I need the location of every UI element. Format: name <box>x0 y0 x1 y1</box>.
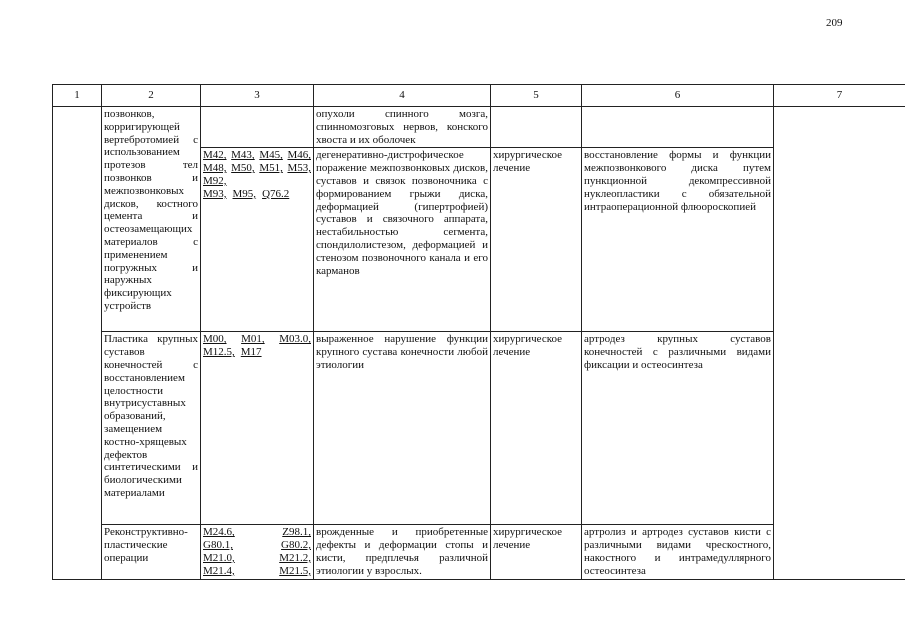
icd-code: M43, <box>231 149 255 162</box>
icd-code: M17 <box>240 346 262 359</box>
icd-code: M95, <box>232 187 257 200</box>
treatment-cell: хирургическое лечение <box>491 525 582 579</box>
diagnosis-cell: дегенеративно-дистрофическое поражение межпозвонковых дисков, суставов и связок позвоночника с формированием грыжи диска, деформацией (гипертрофией) суставов и связочного аппарата, нестабильностью сегмента, спондилолистезом, деформацией и стенозом позвоночного канала и его карманов <box>314 148 491 332</box>
icd-code: M24.6, <box>203 526 235 539</box>
icd-code: M03.0, <box>279 333 311 346</box>
codes-cell <box>201 148 314 332</box>
icd-code: G80.1, <box>203 539 233 552</box>
icd-code: Q76.2 <box>262 187 290 200</box>
icd-code: M21.0, <box>203 551 235 564</box>
diagnosis-cell: опухоли спинного мозга, спинномозговых нервов, конского хвоста и их оболочек <box>314 107 491 148</box>
icd-code: G80.2, <box>281 539 311 552</box>
treatment-cell: хирургическое лечение <box>491 148 582 332</box>
description-cell: артролиз и артродез суставов кисти с различными видами чрескостного, накостного и интрамедуллярного остеосинтеза <box>582 525 774 579</box>
column-header: 1 <box>53 85 102 107</box>
icd-code: M50, <box>231 162 255 175</box>
col7-cell <box>774 107 905 580</box>
icd-code: Z98.1, <box>282 526 311 539</box>
column-header: 3 <box>201 85 314 107</box>
description-cell: восстановление формы и функции межпозвонкового диска путем пункционной декомпрессивной нуклеопластики с обязательной интраоперационной флюороскопией <box>582 148 774 332</box>
icd-code: M92, <box>203 174 227 187</box>
method-cell: Реконструктивно-пластические операции <box>102 525 201 579</box>
icd-code: M00, <box>203 333 227 346</box>
icd-code: M46, <box>287 149 311 162</box>
description-cell <box>582 107 774 148</box>
icd-code: M53, <box>287 162 311 175</box>
codes-cell <box>201 107 314 148</box>
column-header: 6 <box>582 85 774 107</box>
page-number: 209 <box>826 17 843 29</box>
icd-code: M01, <box>241 333 265 346</box>
icd-code: M12.5, <box>203 346 235 359</box>
diagnosis-cell: выраженное нарушение функции крупного сустава конечности любой этиологии <box>314 332 491 525</box>
codes-cell <box>201 525 314 579</box>
column-header: 5 <box>491 85 582 107</box>
column-header: 7 <box>774 85 905 107</box>
diagnosis-cell: врожденные и приобретенные дефекты и деформации стопы и кисти, предплечья различной этиологии у взрослых. <box>314 525 491 579</box>
icd-code: M51, <box>259 162 283 175</box>
icd-code: M21.4, <box>203 564 235 577</box>
icd-code: M42, <box>203 149 227 162</box>
method-cell: позвонков, корригирующей вертебротомией с использованием протезов тел позвонков и межпозвонковых дисков, костного цемента и остеозамещающих материалов с применением погружных и наружных фиксирующих устройств <box>102 107 201 332</box>
icd-code: M21.5, <box>279 564 311 577</box>
treatment-cell: хирургическое лечение <box>491 332 582 525</box>
icd-code: M45, <box>259 149 283 162</box>
col1-cell <box>53 107 102 580</box>
description-cell: артродез крупных суставов конечностей с различными видами фиксации и остеосинтеза <box>582 332 774 525</box>
icd-code: M48, <box>203 162 227 175</box>
icd-code: M21.2, <box>279 551 311 564</box>
column-header: 4 <box>314 85 491 107</box>
method-cell: Пластика крупных суставов конечностей с восстановлением целостности внутрисуставных образований, замещением костно-хрящевых дефектов синтетическими и биологическими материалами <box>102 332 201 525</box>
header-row <box>53 85 905 107</box>
icd-code: M93, <box>203 187 227 200</box>
treatment-cell <box>491 107 582 148</box>
table-row <box>53 107 905 148</box>
column-header: 2 <box>102 85 201 107</box>
codes-cell <box>201 332 314 525</box>
medical-care-table <box>52 84 905 580</box>
